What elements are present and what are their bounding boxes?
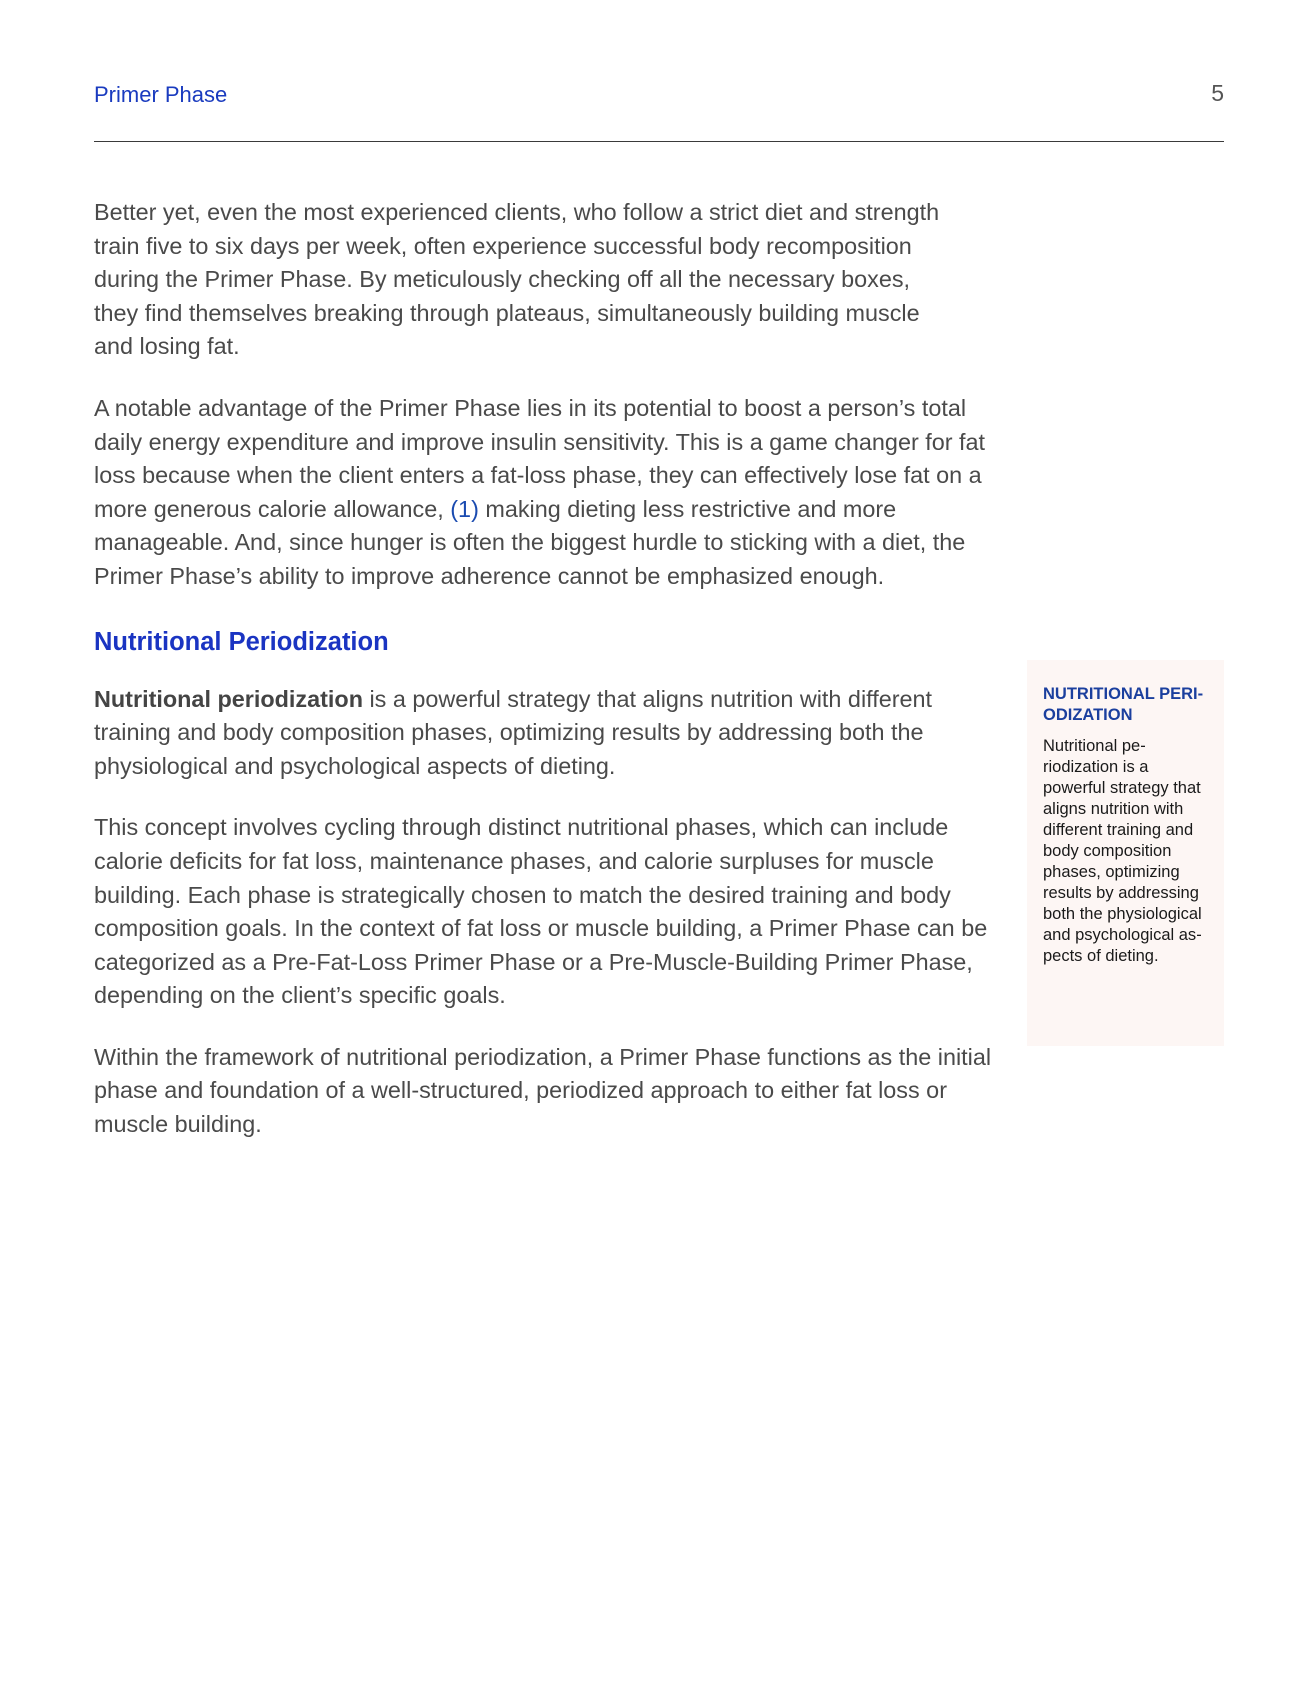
body-paragraph: Within the framework of nutritional periodization, a Primer Phase functions as the initial phase and foundation of a well-structured, periodized approach to either fat loss or muscle building. (94, 1043, 992, 1138)
body-paragraph: This concept involves cycling through distinct nutritional phases, which can include calorie deficits for fat loss, maintenance phases, and calorie surpluses for muscle building. Each phase is strategically chosen to match the desired training and body composition goals. In the context of fat loss or muscle building, a Primer Phase can be categorized as a Pre-Fat-Loss Primer Phase or a Pre-Muscle-Building Primer Phase, depending on the client’s specific goals. (94, 814, 988, 1009)
sidebar-text: Nutritional periodization is a powerful strategy that aligns nutrition with different training and body composition phases, optimizing results by addressing both the physiological and psychological aspects of dieting. (1043, 737, 1202, 965)
paragraph-text: A notable advantage of the Primer Phase lies in its potential to boost a person’s total daily energy expenditure and improve insulin sensitivity. This is a game changer for fat loss because when the client enters a fat-loss phase, they can effectively lose fat on a more generous calorie allowance, (94, 394, 986, 522)
section-heading: Nutritional Periodization (94, 627, 389, 656)
running-header-title: Primer Phase (94, 82, 228, 107)
sidebar-callout (1027, 660, 1224, 1046)
sidebar-title: NUTRITIONAL PERIODIZATION (1043, 685, 1204, 724)
header-divider (94, 141, 1224, 142)
body-paragraph (94, 683, 1004, 784)
page-number: 5 (1211, 80, 1224, 106)
main-content (94, 196, 1004, 1170)
bold-term: Nutritional periodization (94, 685, 363, 712)
body-paragraph: Better yet, even the most experienced clients, who follow a strict diet and strength train five to six days per week, often experience successful body recomposition during the Primer Phase. By meticulously checking off all the necessary boxes, they find themselves breaking through plateaus, simultaneously building muscle and losing fat. (94, 199, 940, 360)
page-header (94, 82, 1224, 112)
paragraph-text: is a powerful strategy that aligns nutrition with different training and body composition phases, optimizing results by addressing both the physiological and psychological aspects of dieting. (94, 685, 933, 779)
citation-link[interactable]: (1) (450, 495, 479, 522)
body-paragraph (94, 392, 994, 594)
paragraph-text: making dieting less restrictive and more manageable. And, since hunger is often the biggest hurdle to sticking with a diet, the Primer Phase’s ability to improve adherence cannot be emphasized enough. (94, 495, 966, 589)
